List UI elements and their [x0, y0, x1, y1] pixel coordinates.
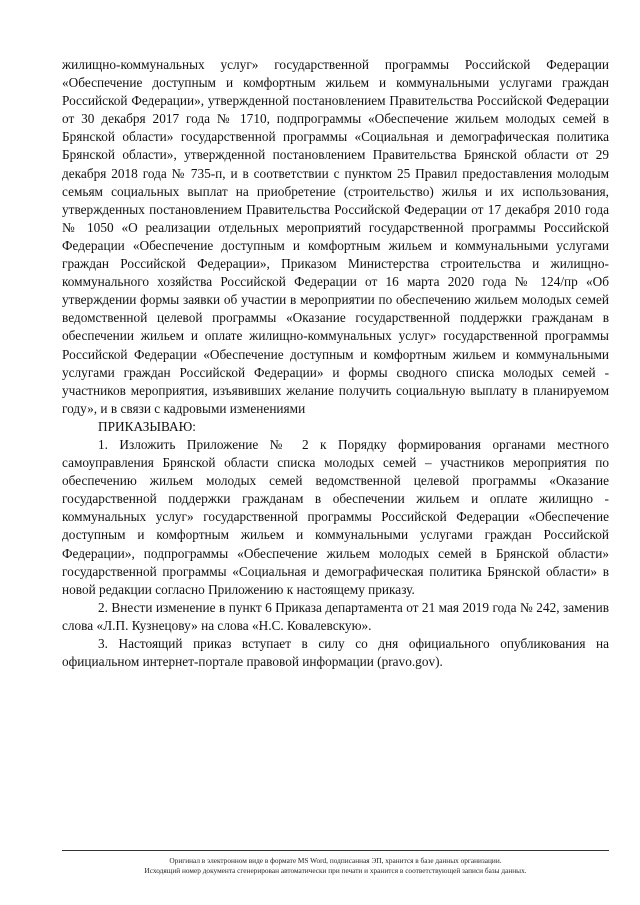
document-body — [62, 56, 609, 671]
order-item-1: 1. Изложить Приложение № 2 к Порядку формирования органами местного самоуправления Брянской области списка молодых семей – участников мероприятия по обеспечению жильем молодых семей ведомственной целевой программы «Оказание государственной поддержки гражданам в обеспечении жильем и оплате жилищно - коммунальных услуг» государственной программы Российской Федерации «Обеспечение доступным и комфортным жильем и коммунальными услугами граждан Российской Федерации», подпрограммы «Обеспечение жильем молодых семей в Брянской области» государственной программы «Социальная и демографическая политика Брянской области» в новой редакции согласно Приложению к настоящему приказу. — [62, 436, 609, 597]
order-item-2: 2. Внести изменение в пункт 6 Приказа департамента от 21 мая 2019 года № 242, заменив слова «Л.П. Кузнецову» на слова «Н.С. Ковалевскую». — [62, 599, 609, 633]
order-heading: ПРИКАЗЫВАЮ: — [98, 418, 196, 434]
footer-line-number: Исходящий номер документа сгенерирован автоматически при печати и хранится в соответствующей записи базы данных. — [144, 866, 527, 875]
order-item-3: 3. Настоящий приказ вступает в силу со дня официального опубликования на официальном интернет-портале правовой информации (pravo.gov). — [62, 636, 609, 670]
page-footer — [62, 856, 609, 876]
footer-divider — [62, 850, 609, 851]
footer-line-original: Оригинал в электронном виде в формате MS Word, подписанная ЭП, хранится в базе данных организации. — [169, 856, 502, 865]
intro-paragraph: жилищно-коммунальных услуг» государственной программы Российской Федерации «Обеспечение доступным и комфортным жильем и коммунальными услугами граждан Российской Федерации», утвержденной постановлением Правительства Российской Федерации от 30 декабря 2017 года № 1710, подпрограммы «Обеспечение жильем молодых семей в Брянской области» государственной программы «Социальная и демографическая политика Брянской области», утвержденной постановлением Правительства Брянской области от 29 декабря 2018 года № 735-п, и в соответствии с пунктом 25 Правил предоставления молодым семьям социальных выплат на приобретение (строительство) жилья и их использования, утвержденных постановлением Правительства Российской Федерации от 17 декабря 2010 года № 1050 «О реализации отдельных мероприятий государственной программы Российской Федерации «Обеспечение доступным и комфортным жильем и коммунальными услугами граждан Российской Федерации», Приказом Министерства строительства и жилищно-коммунального хозяйства Российской Федерации от 16 марта 2020 года № 124/пр «Об утверждении формы заявки об участии в мероприятии по обеспечению жильем молодых семей ведомственной целевой программы «Оказание государственной поддержки гражданам в обеспечении жильем и оплате жилищно-коммунальных услуг» государственной программы Российской Федерации «Обеспечение доступным и комфортным жильем и коммунальными услугами граждан Российской Федерации» и формы сводного списка молодых семей - участников мероприятия, изъявивших желание получить социальную выплату в планируемом году», и в связи с кадровыми изменениями — [62, 57, 609, 416]
